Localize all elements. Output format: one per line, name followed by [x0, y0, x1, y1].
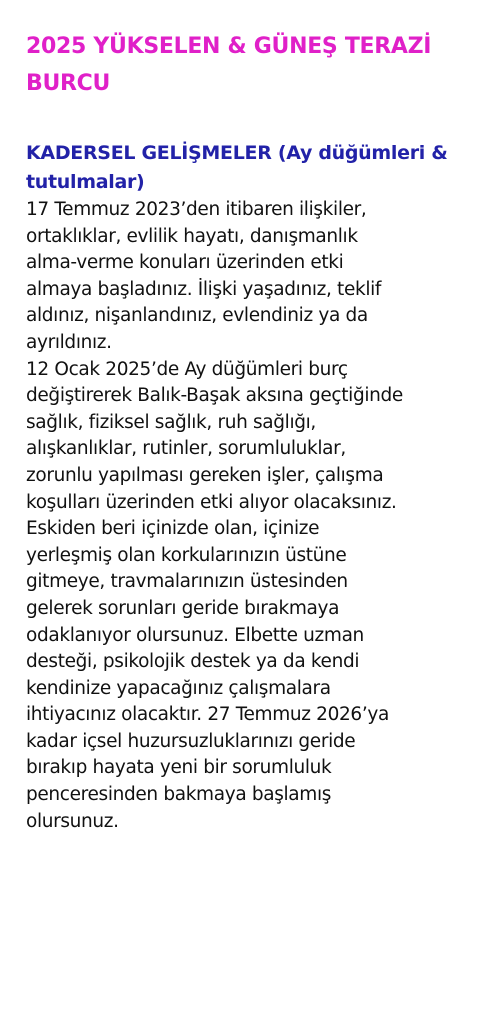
paragraph-line: koşulları üzerinden etki alıyor olacaksınız.	[26, 491, 397, 513]
paragraph-line: alışkanlıklar, rutinler, sorumluluklar,	[26, 438, 346, 460]
paragraph-line: gelerek sorunları geride bırakmaya	[26, 597, 340, 619]
section-heading	[26, 139, 481, 197]
paragraph-line: desteği, psikolojik destek ya da kendi	[26, 651, 360, 673]
paragraph-line: 17 Temmuz 2023’den itibaren ilişkiler,	[26, 199, 367, 220]
paragraph-line: alma-verme konuları üzerinden etki	[26, 252, 344, 274]
paragraph-line: 12 Ocak 2025’de Ay düğümleri burç	[26, 358, 348, 380]
paragraph-line: kendinize yapacağınız çalışmalara	[26, 677, 331, 699]
paragraph-line: penceresinden bakmaya başlamış	[26, 784, 332, 806]
paragraph-line: gitmeye, travmalarınızın üstesinden	[26, 571, 348, 593]
paragraph-line: ihtiyacınız olacaktır. 27 Temmuz 2026’ya	[26, 704, 389, 726]
paragraph-2	[26, 357, 481, 836]
document-title	[26, 28, 481, 102]
paragraph-line: kadar içsel huzursuzluklarınızı geride	[26, 730, 356, 752]
paragraph-line: Eskiden beri içinizde olan, içinize	[26, 518, 320, 540]
paragraph-line: sağlık, fiziksel sağlık, ruh sağlığı,	[26, 411, 316, 433]
heading-line: tutulmalar)	[26, 171, 145, 193]
paragraph-1	[26, 197, 481, 357]
paragraph-line: aldınız, nişanlandınız, evlendiniz ya da	[26, 305, 368, 327]
paragraph-line: zorunlu yapılması gereken işler, çalışma	[26, 464, 384, 486]
heading-line: KADERSEL GELİŞMELER (Ay düğümleri &	[26, 142, 448, 164]
title-line: BURCU	[26, 71, 111, 96]
paragraph-line: bırakıp hayata yeni bir sorumluluk	[26, 757, 332, 779]
paragraph-line: odaklanıyor olursunuz. Elbette uzman	[26, 624, 364, 646]
paragraph-line: ayrıldınız.	[26, 331, 112, 353]
title-line: 2025 YÜKSELEN & GÜNEŞ TERAZİ	[26, 34, 432, 59]
paragraph-line: yerleşmiş olan korkularınızın üstüne	[26, 544, 347, 566]
paragraph-line: almaya başladınız. İlişki yaşadınız, teklif	[26, 278, 382, 300]
paragraph-line: olursunuz.	[26, 810, 119, 832]
paragraph-line: ortaklıklar, evlilik hayatı, danışmanlık	[26, 225, 358, 247]
paragraph-line: değiştirerek Balık-Başak aksına geçtiğinde	[26, 385, 403, 407]
